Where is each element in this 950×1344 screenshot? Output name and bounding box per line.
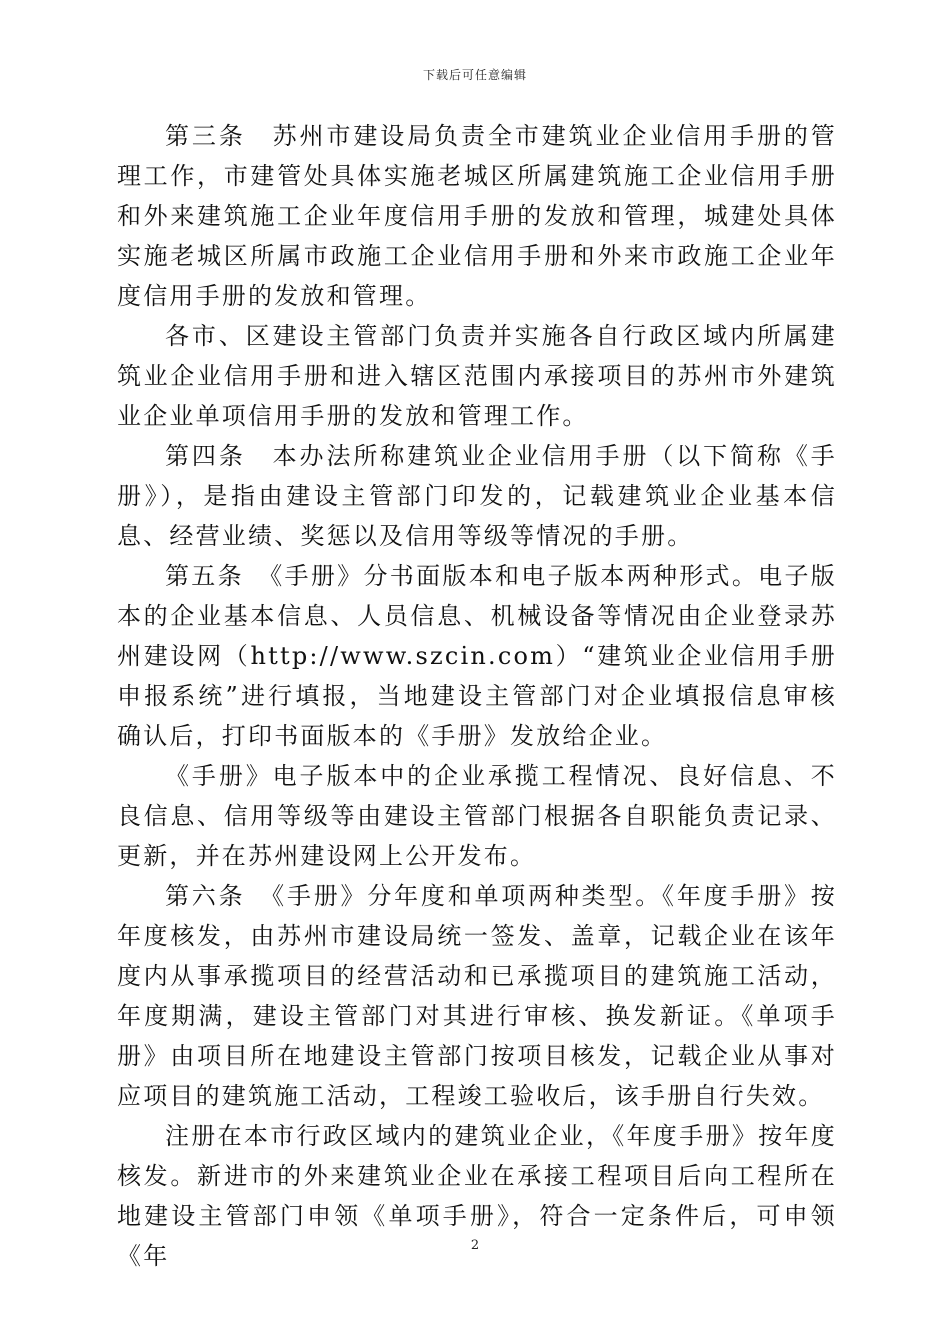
paragraph-article-3: 第三条 苏州市建设局负责全市建筑业企业信用手册的管理工作，市建管处具体实施老城区所属建筑施工企业信用手册和外来建筑施工企业年度信用手册的发放和管理，城建处具体实施老城区所属市政施工企业信用手册和外来市政施工企业年度信用手册的发放和管理。 <box>117 122 837 310</box>
paragraph-article-4: 第四条 本办法所称建筑业企业信用手册（以下简称《手册》），是指由建设主管部门印发的，记载建筑业企业基本信息、经营业绩、奖惩以及信用等级等情况的手册。 <box>117 442 837 550</box>
paragraph-electronic-version: 《手册》电子版本中的企业承揽工程情况、良好信息、不良信息、信用等级等由建设主管部门根据各自职能负责记录、更新，并在苏州建设网上公开发布。 <box>117 762 837 870</box>
page-header: 下载后可任意编辑 <box>422 68 527 82</box>
paragraph-district-departments: 各市、区建设主管部门负责并实施各自行政区域内所属建筑业企业信用手册和进入辖区范围内承接项目的苏州市外建筑业企业单项信用手册的发放和管理工作。 <box>117 322 837 430</box>
document-body <box>117 116 837 1276</box>
paragraph-article-5: 第五条 《手册》分书面版本和电子版本两种形式。电子版本的企业基本信息、人员信息、机械设备等情况由企业登录苏州建设网（http://www.szcin.com）“建筑业企业信用手册申报系统”进行填报，当地建设主管部门对企业填报信息审核确认后，打印书面版本的《手册》发放给企业。 <box>117 562 837 750</box>
paragraph-article-6: 第六条 《手册》分年度和单项两种类型。《年度手册》按年度核发，由苏州市建设局统一签发、盖章，记载企业在该年度内从事承揽项目的经营活动和已承揽项目的建筑施工活动，年度期满，建设主管部门对其进行审核、换发新证。《单项手册》由项目所在地建设主管部门按项目核发，记载企业从事对应项目的建筑施工活动，工程竣工验收后，该手册自行失效。 <box>117 882 837 1110</box>
page-number: 2 <box>470 1238 480 1253</box>
paragraph-registration: 注册在本市行政区域内的建筑业企业，《年度手册》按年度核发。新进市的外来建筑业企业在承接工程项目后向工程所在地建设主管部门申领《单项手册》，符合一定条件后，可申领《年 <box>117 1122 837 1270</box>
